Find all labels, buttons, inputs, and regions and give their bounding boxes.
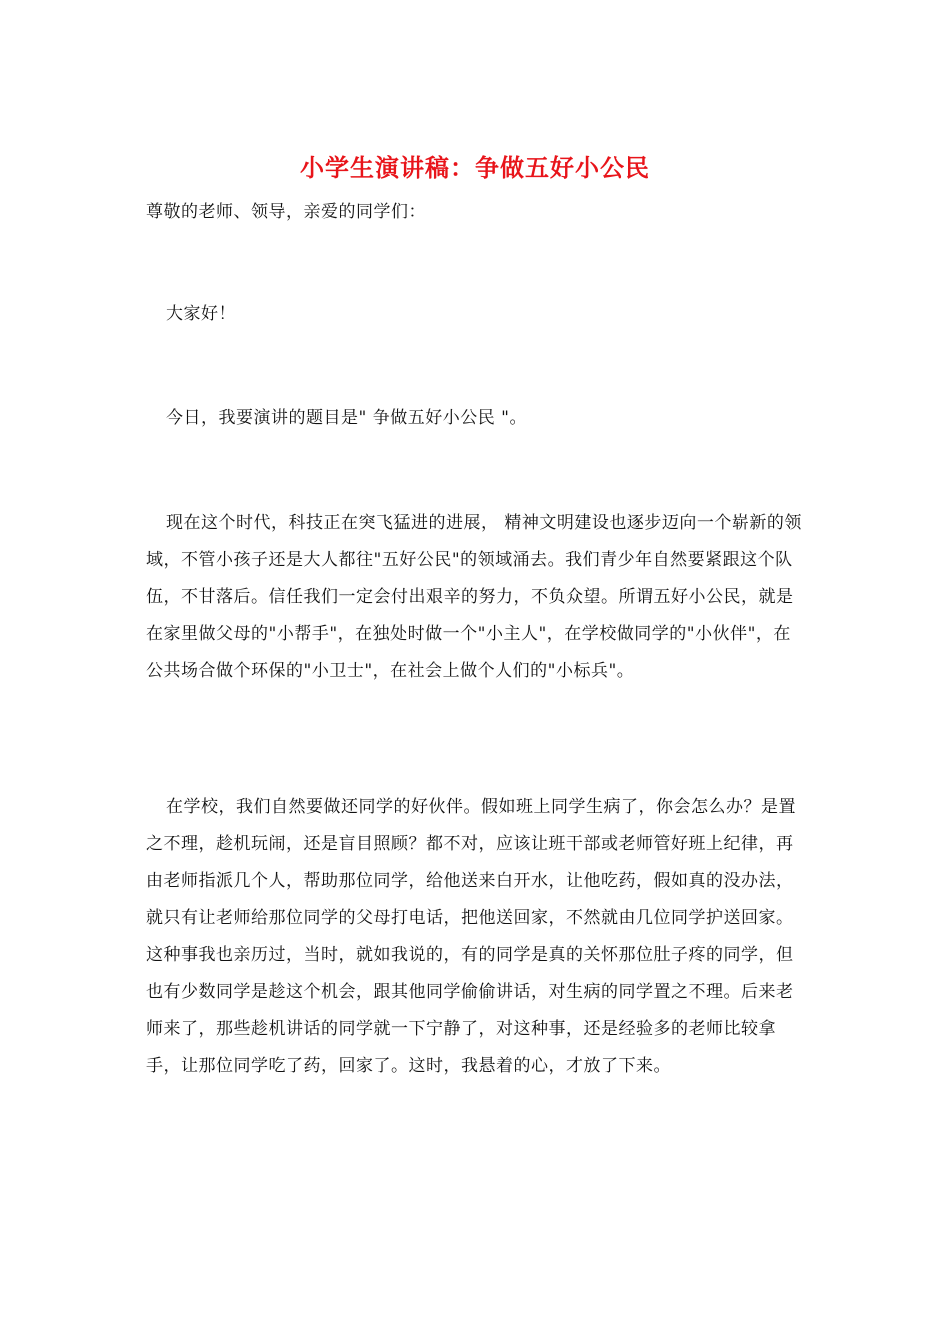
speech-topic: 今日，我要演讲的题目是" 争做五好小公民 "。 <box>166 408 527 428</box>
salutation: 尊敬的老师、领导，亲爱的同学们： <box>146 202 426 222</box>
greeting: 大家好！ <box>166 304 236 324</box>
document-title: 小学生演讲稿：争做五好小公民 <box>300 153 650 182</box>
body-paragraph: 在学校，我们自然要做还同学的好伙伴。假如班上同学生病了，你会怎么办？是置之不理，趁机玩闹，还是盲目照顾？都不对，应该让班干部或老师管好班上纪律，再由老师指派几个人，帮助那位同学，给他送来白开水，让他吃药，假如真的没办法，就只有让老师给那位同学的父母打电话，把他送回家，不然就由几位同学护送回家。这种事我也亲历过，当时，就如我说的，有的同学是真的关怀那位肚子疼的同学，但也有少数同学是趁这个机会，跟其他同学偷偷讲话，对生病的同学置之不理。后来老师来了，那些趁机讲话的同学就一下宁静了，对这种事，还是经验多的老师比较拿手，让那位同学吃了药，回家了。这时，我悬着的心，才放了下来。 <box>146 797 796 1076</box>
body-paragraph: 现在这个时代，科技正在突飞猛进的进展， 精神文明建设也逐步迈向一个崭新的领域，不管小孩子还是大人都往"五好公民"的领域涌去。我们青少年自然要紧跟这个队伍，不甘落后。信任我们一定会付出艰辛的努力，不负众望。所谓五好小公民，就是在家里做父母的"小帮手"，在独处时做一个"小主人"，在学校做同学的"小伙伴"，在公共场合做个环保的"小卫士"，在社会上做个人们的"小标兵"。 <box>146 513 802 681</box>
